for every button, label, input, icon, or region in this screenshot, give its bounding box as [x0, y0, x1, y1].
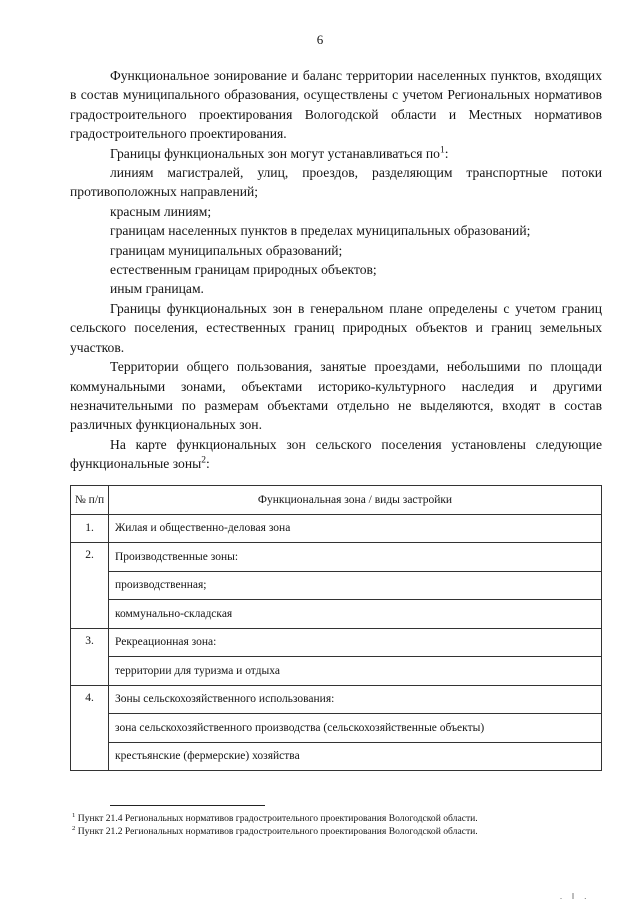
- header-number: № п/п: [71, 486, 109, 515]
- map-lead-text: На карте функциональных зон сельского поселения установлены следующие функциональные зоны: [70, 436, 602, 472]
- borders-item: красным линиям;: [110, 203, 212, 219]
- table-row: [71, 543, 602, 572]
- footnote-mark: 1: [72, 811, 76, 819]
- zone-cell: Рекреационная зона:: [109, 628, 602, 657]
- zone-cell: крестьянские (фермерские) хозяйства: [109, 742, 602, 771]
- zone-cell: территории для туризма и отдыха: [109, 657, 602, 686]
- row-number: 2.: [71, 543, 109, 629]
- row-number: 3.: [71, 628, 109, 685]
- borders-lead-colon: :: [444, 145, 449, 161]
- footnote-text: Пункт 21.4 Региональных нормативов градостроительного проектирования Вологодской области.: [75, 813, 478, 824]
- borders-item: границам населенных пунктов в пределах муниципальных образований;: [110, 223, 531, 239]
- document-body: [70, 66, 602, 474]
- table-row: [71, 628, 602, 657]
- borders-lead-text: Границы функциональных зон могут устанавливаться по: [110, 145, 440, 161]
- table-row: [71, 657, 602, 686]
- table-header-row: [71, 486, 602, 515]
- paragraph-map-lead: [70, 435, 602, 474]
- paragraph-borders-lead: [70, 144, 602, 163]
- borders-item: линиям магистралей, улиц, проездов, разделяющим транспортные потоки противоположных направлений;: [70, 165, 602, 200]
- zone-cell: производственная;: [109, 571, 602, 600]
- zone-cell: зона сельскохозяйственного производства (сельскохозяйственные объекты): [109, 714, 602, 743]
- paragraph-territories: Территории общего пользования, занятые проездами, небольшими по площади коммунальными зонами, объектами историко-культурного наследия и другими незначительными по размерам объектами отдельно не выделяются, входят в состав различных функциональных зон.: [70, 359, 602, 433]
- footnote-separator: [110, 805, 265, 806]
- table-row: [71, 742, 602, 771]
- footnotes: [72, 812, 612, 838]
- row-number: 1.: [71, 514, 109, 543]
- footnote-2: [72, 825, 612, 838]
- borders-item: естественным границам природных объектов;: [110, 262, 377, 278]
- borders-item: границам муниципальных образований;: [110, 242, 343, 258]
- footnote-ref-2: 2: [201, 455, 207, 466]
- footnote-mark: 2: [72, 824, 76, 832]
- table-row: [71, 600, 602, 629]
- page-number: 6: [316, 32, 324, 47]
- map-lead-colon: :: [206, 456, 210, 472]
- scan-artifact: . ‖ .: [560, 892, 591, 901]
- table-row: [71, 571, 602, 600]
- footnote-text: Пункт 21.2 Региональных нормативов градостроительного проектирования Вологодской области.: [75, 826, 478, 837]
- footnote-ref-1: 1: [439, 145, 445, 156]
- zone-cell: Жилая и общественно-деловая зона: [109, 514, 602, 543]
- table-row: [71, 685, 602, 714]
- footnote-1: [72, 812, 612, 825]
- table-row: [71, 714, 602, 743]
- functional-zones-table: [70, 485, 602, 771]
- paragraph-intro: Функциональное зонирование и баланс территории населенных пунктов, входящих в состав муниципального образования, осуществлены с учетом Региональных нормативов градостроительного проектирования Вологодской области и Местных нормативов градостроительного проектирования.: [70, 68, 602, 142]
- zone-cell: коммунально-складская: [109, 600, 602, 629]
- header-zone: Функциональная зона / виды застройки: [109, 486, 602, 515]
- zone-cell: Производственные зоны:: [109, 543, 602, 572]
- zone-cell: Зоны сельскохозяйственного использования:: [109, 685, 602, 714]
- borders-item: иным границам.: [110, 281, 204, 297]
- row-number: 4.: [71, 685, 109, 771]
- paragraph-general-plan: Границы функциональных зон в генеральном плане определены с учетом границ сельского поселения, естественных границ природных объектов и границ земельных участков.: [70, 300, 602, 355]
- table-row: [71, 514, 602, 543]
